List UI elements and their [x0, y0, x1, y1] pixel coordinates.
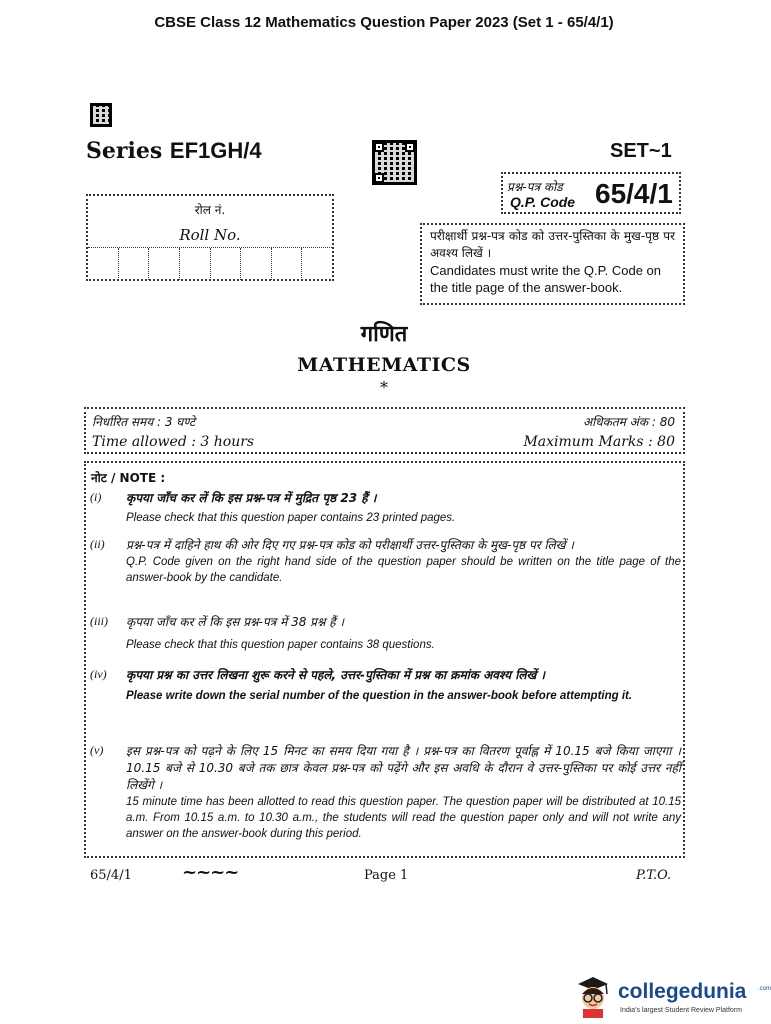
note-hindi: कृपया जाँच कर लें कि इस प्रश्न-पत्र में मुद्रित पृष्ठ 23 हैं । — [126, 491, 377, 505]
page-number: Page 1 — [364, 868, 409, 883]
note-hindi: प्रश्न-पत्र में दाहिने हाथ की ओर दिए गए प्रश्न-पत्र कोड को परीक्षार्थी उत्तर-पुस्तिका के मुख-पृष्ठ पर लिखें । — [126, 538, 574, 552]
qp-code-instruction-box — [420, 223, 685, 305]
note-hindi: कृपया प्रश्न का उत्तर लिखना शुरू करने से पहले, उत्तर-पुस्तिका में प्रश्न का क्रमांक अवश्य लिखें । — [126, 668, 545, 682]
note-english: 15 minute time has been allotted to read this question paper. The question paper will be distributed at 10.15 a.m. From 10.15 a.m. to 10.30 a.m., the students will read the question paper only and will not write any answer on the answer-book during this period. — [126, 796, 681, 840]
notes-box — [84, 461, 685, 858]
roll-label: Roll No. — [179, 226, 241, 244]
footer-code: 65/4/1 — [90, 868, 132, 883]
note-item — [90, 614, 681, 653]
subject-asterisk: * — [380, 378, 388, 397]
instruction-english: Candidates must write the Q.P. Code on the title page of the answer-book. — [430, 263, 661, 295]
roll-cell — [272, 248, 303, 280]
roll-label-hindi: रोल नं. — [194, 203, 226, 217]
brand-tagline: India's largest Student Review Platform — [620, 1007, 742, 1014]
roll-cell — [211, 248, 242, 280]
qp-code-label-hindi: प्रश्न-पत्र कोड — [507, 180, 563, 194]
series-label — [86, 138, 262, 164]
instruction-hindi: परीक्षार्थी प्रश्न-पत्र कोड को उत्तर-पुस्तिका के मुख-पृष्ठ पर अवश्य लिखें । — [430, 229, 675, 260]
small-qr-code-icon — [90, 103, 112, 127]
brand-name: collegedunia — [618, 980, 747, 1003]
document-title: CBSE Class 12 Mathematics Question Paper 2023 (Set 1 - 65/4/1) — [154, 14, 614, 31]
note-hindi: कृपया जाँच कर लें कि इस प्रश्न-पत्र में 38 प्रश्न हैं । — [126, 615, 345, 629]
series-text: Series — [86, 138, 163, 164]
note-number: (iv) — [90, 667, 107, 681]
note-item — [90, 537, 681, 586]
collegedunia-watermark — [570, 968, 770, 1024]
note-number: (v) — [90, 743, 104, 757]
roll-cell — [88, 248, 119, 280]
roll-number-cells — [88, 247, 332, 280]
note-number: (iii) — [90, 614, 108, 628]
roll-cell — [302, 248, 332, 280]
pto-label: P.T.O. — [636, 868, 672, 883]
roll-cell — [241, 248, 272, 280]
subject-title: MATHEMATICS — [297, 354, 471, 376]
qp-code-label: Q.P. Code — [510, 194, 576, 210]
roll-cell — [149, 248, 180, 280]
qp-code-value: 65/4/1 — [595, 178, 673, 209]
subject-title-hindi: गणित — [360, 322, 408, 347]
roll-cell — [180, 248, 211, 280]
max-marks-hindi: अधिकतम अंक : 80 — [582, 415, 675, 429]
note-english: Please check that this question paper contains 38 questions. — [126, 639, 435, 651]
time-marks-box — [84, 407, 685, 454]
brand-domain: .com — [758, 986, 771, 992]
note-item — [90, 667, 681, 704]
qr-code-icon — [372, 140, 417, 185]
roll-cell — [119, 248, 150, 280]
note-item — [90, 743, 681, 842]
note-number: (i) — [90, 490, 102, 504]
time-allowed-hindi: निर्धारित समय : 3 घण्टे — [92, 415, 196, 429]
footer-tilde: ~~~~ — [182, 862, 239, 883]
note-english: Q.P. Code given on the right hand side of the question paper should be written on the title page of the answer-book by the candidate. — [126, 556, 681, 584]
note-english: Please check that this question paper contains 23 printed pages. — [126, 512, 456, 524]
max-marks: Maximum Marks : 80 — [523, 434, 675, 450]
note-english: Please write down the serial number of the question in the answer-book before attempting it. — [126, 690, 633, 702]
note-hindi: इस प्रश्न-पत्र को पढ़ने के लिए 15 मिनट का समय दिया गया है । प्रश्न-पत्र का वितरण पूर्वाह्न में 10.15 बजे किया जाएगा । 10.15 बजे से 10.30 बजे तक छात्र केवल प्रश्न-पत्र को पढ़ेंगे और इस अवधि के दौरान वे उत्तर-पुस्तिका पर कोई उत्तर नहीं लिखेंगे । — [126, 744, 681, 792]
notes-heading: नोट / NOTE : — [91, 471, 166, 485]
time-allowed: Time allowed : 3 hours — [92, 434, 255, 450]
series-code: EF1GH/4 — [169, 138, 262, 163]
mascot-logo-icon — [574, 974, 612, 1018]
note-item — [90, 490, 681, 526]
set-label: SET~1 — [610, 140, 672, 162]
note-number: (ii) — [90, 537, 105, 551]
